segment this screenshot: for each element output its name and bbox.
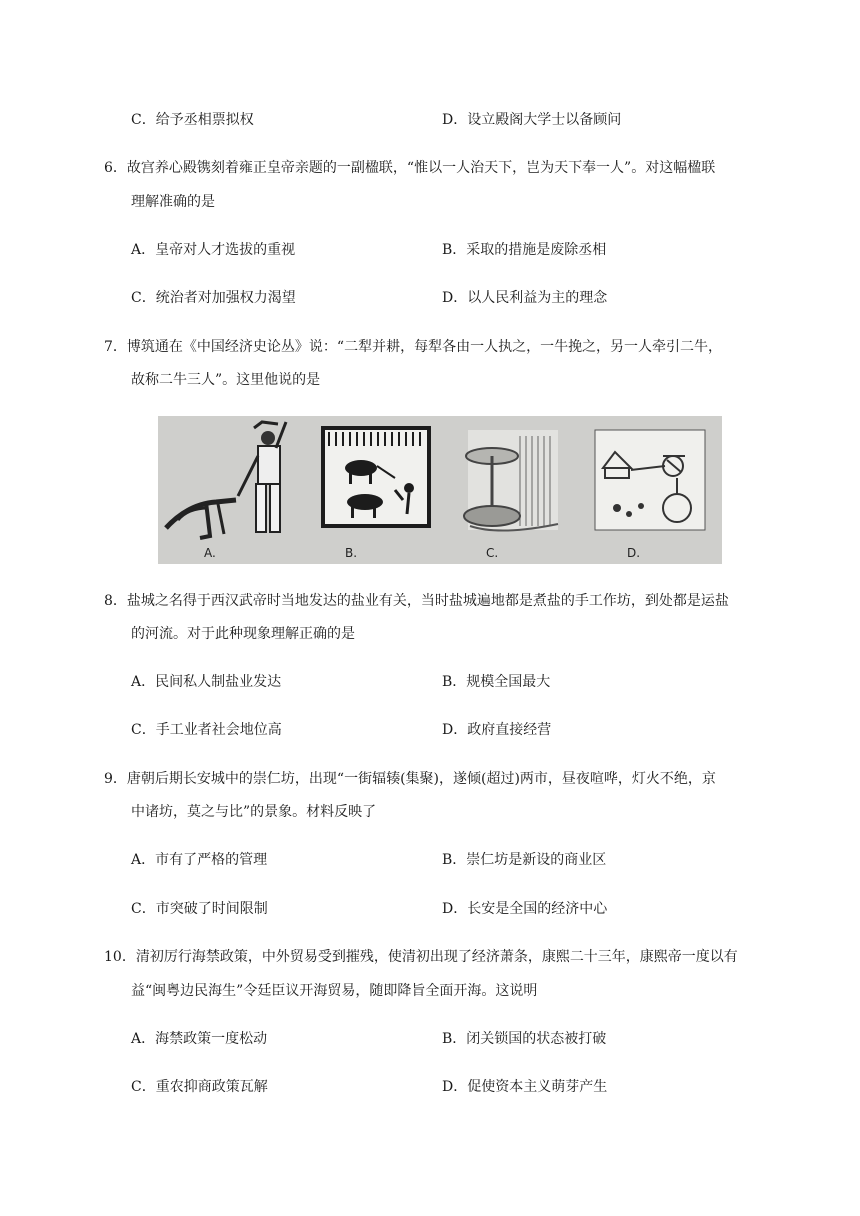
q9-option-a: A．市有了严格的管理 bbox=[131, 852, 268, 868]
q5-option-c: C．给予丞相票拟权 bbox=[131, 112, 254, 128]
q8-stem-line1: 8．盐城之名得于西汉武帝时当地发达的盐业有关，当时盐城遍地都是煮盐的手工作坊，到处都是运盐 bbox=[104, 593, 729, 609]
q7-panel-a bbox=[158, 416, 299, 564]
q5-option-d: D．设立殿阁大学士以备顾问 bbox=[442, 112, 622, 128]
q6-option-b: B．采取的措施是废除丞相 bbox=[442, 242, 607, 258]
two-oxen-plowing-icon bbox=[299, 416, 440, 564]
q10-stem-line1: 10．清初厉行海禁政策，中外贸易受到摧残，使清初出现了经济萧条，康熙二十三年，康熙帝一度以有 bbox=[104, 949, 738, 965]
q7-panel-a-label: A. bbox=[204, 546, 216, 560]
farmer-with-plow-icon bbox=[158, 416, 299, 564]
q10-option-b: B．闭关锁国的状态被打破 bbox=[442, 1031, 607, 1047]
q10-option-d: D．促使资本主义萌芽产生 bbox=[442, 1079, 608, 1095]
q7-panel-c bbox=[440, 416, 581, 564]
water-wheel-icon bbox=[440, 416, 581, 564]
q7-panel-c-label: C. bbox=[486, 546, 499, 560]
q6-stem-line1: 6．故宫养心殿镌刻着雍正皇帝亲题的一副楹联，“惟以一人治天下，岂为天下奉一人”。对这幅楹联 bbox=[104, 160, 716, 176]
q7-panel-b-label: B. bbox=[345, 546, 358, 560]
q7-stem-line2: 故称二牛三人”。这里他说的是 bbox=[131, 372, 321, 388]
q10-stem-line2: 益“闽粤边民海生”令廷臣议开海贸易，随即降旨全面开海。这说明 bbox=[131, 983, 538, 999]
q9-stem-line2: 中诸坊，莫之与比”的景象。材料反映了 bbox=[131, 804, 377, 820]
q6-option-c: C．统治者对加强权力渴望 bbox=[131, 290, 296, 306]
q8-option-a: A．民间私人制盐业发达 bbox=[131, 674, 282, 690]
q8-option-c: C．手工业者社会地位高 bbox=[131, 722, 282, 738]
q6-option-d: D．以人民利益为主的理念 bbox=[442, 290, 608, 306]
q8-stem-line2: 的河流。对于此种现象理解正确的是 bbox=[131, 626, 355, 642]
q9-stem-line1: 9．唐朝后期长安城中的崇仁坊，出现“一街辐辏(集聚)，遂倾(超过)两市，昼夜喧哗，灯火不绝，京 bbox=[104, 771, 716, 787]
q7-stem-line1: 7．博筑通在《中国经济史论丛》说：“二犁并耕，每犁各由一人执之，一牛挽之，另一人牵引二牛， bbox=[104, 339, 723, 355]
q10-option-a: A．海禁政策一度松动 bbox=[131, 1031, 268, 1047]
q8-option-d: D．政府直接经营 bbox=[442, 722, 552, 738]
q9-option-d: D．长安是全国的经济中心 bbox=[442, 901, 608, 917]
irrigation-machine-icon bbox=[581, 416, 722, 564]
q7-figure-strip bbox=[158, 416, 722, 564]
q7-panel-d-label: D. bbox=[627, 546, 641, 560]
q7-panel-b bbox=[299, 416, 440, 564]
q9-option-c: C．市突破了时间限制 bbox=[131, 901, 268, 917]
q6-stem-line2: 理解准确的是 bbox=[131, 194, 215, 210]
q8-option-b: B．规模全国最大 bbox=[442, 674, 551, 690]
q9-option-b: B．崇仁坊是新设的商业区 bbox=[442, 852, 607, 868]
q7-panel-d bbox=[581, 416, 722, 564]
q6-option-a: A．皇帝对人才选拔的重视 bbox=[131, 242, 296, 258]
q10-option-c: C．重农抑商政策瓦解 bbox=[131, 1079, 268, 1095]
